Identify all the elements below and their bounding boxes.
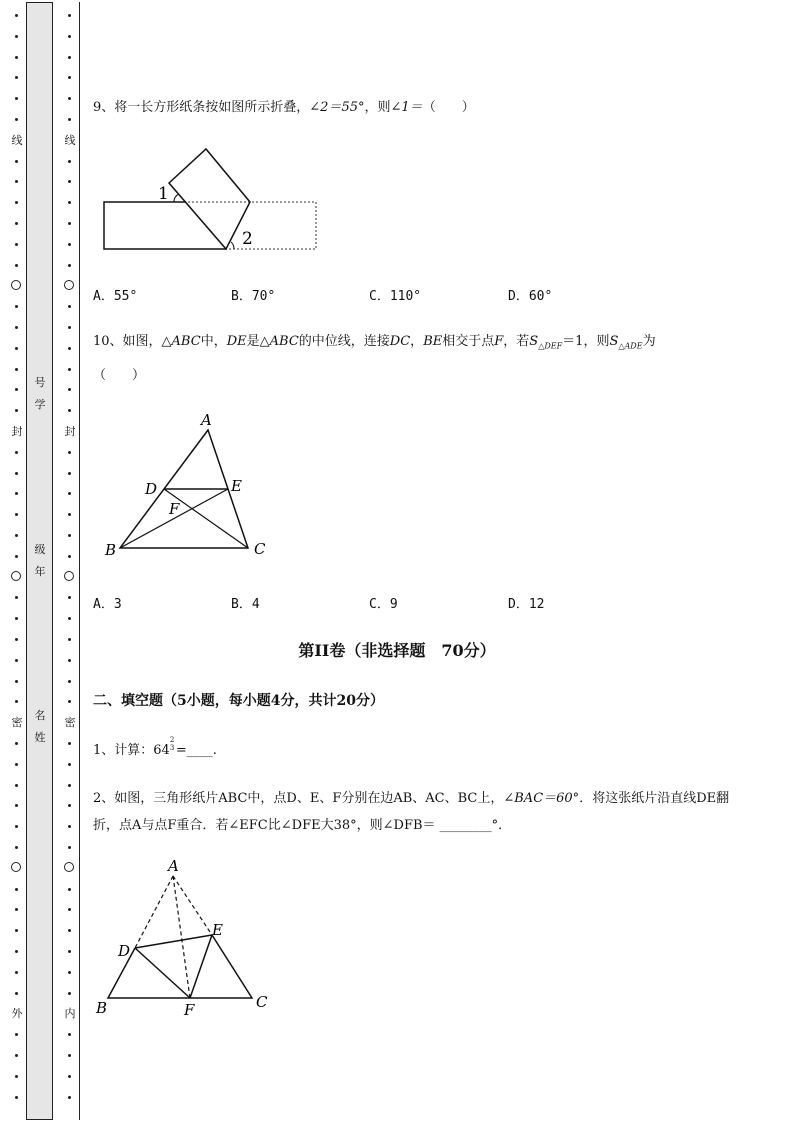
- margin-dot: [15, 1054, 18, 1057]
- inner-label-nei: 内: [64, 1007, 76, 1020]
- fig10-label-c: C: [254, 540, 266, 558]
- question-10-blank: （ ）: [93, 368, 146, 383]
- margin-dot: [68, 1033, 71, 1036]
- margin-dot: [15, 950, 18, 953]
- margin-dot: [15, 763, 18, 766]
- margin-dot: [68, 617, 71, 620]
- margin-dot: [15, 784, 18, 787]
- margin-dot: [68, 180, 71, 183]
- margin-dot: [15, 472, 18, 475]
- margin-dot: [68, 56, 71, 59]
- fig2-label-d: D: [118, 942, 131, 960]
- band-label-nian: 年: [34, 565, 46, 578]
- margin-dot: [15, 680, 18, 683]
- margin-dot: [15, 846, 18, 849]
- margin-dot: [68, 97, 71, 100]
- fig2-label-a: A: [168, 857, 179, 875]
- q10-triangle-figure: [100, 408, 275, 560]
- q10-option-b[interactable]: B．4: [231, 597, 260, 612]
- margin-dot: [68, 888, 71, 891]
- margin-dot: [15, 492, 18, 495]
- margin-dot: [68, 992, 71, 995]
- margin-dot: [15, 97, 18, 100]
- margin-dot: [15, 992, 18, 995]
- outer-label-xian: 线: [11, 134, 23, 147]
- margin-dot: [68, 1054, 71, 1057]
- margin-dot: [15, 14, 18, 17]
- margin-dot: [68, 971, 71, 974]
- binding-inner-line: [79, 2, 80, 1120]
- margin-dot: [15, 201, 18, 204]
- margin-dot: [68, 763, 71, 766]
- margin-dot: [68, 908, 71, 911]
- margin-dot: [68, 742, 71, 745]
- margin-circle: [11, 280, 21, 290]
- margin-dot: [68, 555, 71, 558]
- fig2-label-c: C: [256, 993, 268, 1011]
- q9-option-b[interactable]: B．70°: [231, 289, 276, 304]
- margin-dot: [68, 305, 71, 308]
- margin-dot: [68, 388, 71, 391]
- margin-dot: [68, 1075, 71, 1078]
- margin-dot: [68, 513, 71, 516]
- power-exponent: 2 3: [169, 736, 175, 752]
- margin-dot: [68, 326, 71, 329]
- margin-dot: [68, 700, 71, 703]
- band-label-xue: 学: [34, 398, 46, 411]
- inner-label-feng: 封: [64, 425, 76, 438]
- margin-circle: [64, 571, 74, 581]
- band-label-ming: 名: [34, 709, 46, 722]
- margin-dot: [68, 929, 71, 932]
- margin-dot: [15, 596, 18, 599]
- fig9-label-2: 2: [242, 229, 253, 249]
- margin-dot: [15, 222, 18, 225]
- margin-dot: [15, 118, 18, 121]
- margin-dot: [15, 555, 18, 558]
- margin-dot: [15, 1096, 18, 1099]
- fig10-label-d: D: [145, 480, 158, 498]
- margin-dot: [15, 1033, 18, 1036]
- q9-option-a[interactable]: A．55°: [93, 289, 138, 304]
- margin-dot: [15, 825, 18, 828]
- margin-circle: [64, 280, 74, 290]
- margin-dot: [68, 264, 71, 267]
- binding-gray-band: [26, 2, 53, 1120]
- margin-dot: [15, 700, 18, 703]
- margin-dot: [68, 76, 71, 79]
- margin-dot: [68, 846, 71, 849]
- margin-dot: [15, 35, 18, 38]
- fill-in-blank-heading: 二、填空题（5小题，每小题4分，共计20分）: [93, 693, 384, 709]
- margin-dot: [68, 534, 71, 537]
- question-9-text: 9、将一长方形纸条按如图所示折叠，∠2＝55°，则∠1＝（ ）: [93, 100, 475, 115]
- margin-dot: [68, 347, 71, 350]
- margin-dot: [15, 908, 18, 911]
- margin-dot: [68, 118, 71, 121]
- q10-option-c[interactable]: C．9: [369, 597, 398, 612]
- fig10-label-f: F: [169, 500, 180, 518]
- outer-label-wai: 外: [11, 1007, 23, 1020]
- margin-dot: [15, 971, 18, 974]
- margin-dot: [68, 492, 71, 495]
- margin-dot: [15, 326, 18, 329]
- q9-option-c[interactable]: C．110°: [369, 289, 422, 304]
- margin-dot: [15, 1075, 18, 1078]
- margin-dot: [15, 243, 18, 246]
- fill-question-2-line2: 折，点A与点F重合．若∠EFC比∠DFE大38°，则∠DFB＝ ________°．: [93, 818, 512, 833]
- margin-dot: [15, 180, 18, 183]
- margin-dot: [68, 596, 71, 599]
- margin-dot: [15, 368, 18, 371]
- power-base: 64: [153, 743, 170, 758]
- margin-dot: [15, 76, 18, 79]
- margin-dot: [68, 35, 71, 38]
- margin-dot: [15, 409, 18, 412]
- margin-dot: [15, 347, 18, 350]
- margin-dot: [68, 804, 71, 807]
- margin-dot: [68, 472, 71, 475]
- answer-blank[interactable]: =____.: [175, 743, 217, 758]
- margin-circle: [11, 862, 21, 872]
- question-10-text: 10、如图，△ABC中，DE是△ABC的中位线，连接DC，BE相交于点F，若$S_{\triangle DEF}=1$，则$S_{\triangle ADE}$为: [93, 334, 656, 351]
- margin-dot: [15, 534, 18, 537]
- margin-dot: [68, 14, 71, 17]
- band-label-ji: 级: [34, 543, 46, 556]
- section-2-title: 第II卷（非选择题 70分）: [298, 641, 496, 660]
- margin-dot: [68, 825, 71, 828]
- q10-option-a[interactable]: A．3: [93, 597, 122, 612]
- inner-label-mi: 密: [64, 716, 76, 729]
- margin-dot: [68, 680, 71, 683]
- margin-circle: [64, 862, 74, 872]
- margin-dot: [15, 56, 18, 59]
- q2-folded-triangle-figure: [92, 852, 272, 1022]
- margin-dot: [68, 1096, 71, 1099]
- fill-question-1: 1、计算：64 2 3 =____.: [93, 736, 217, 758]
- margin-dot: [15, 305, 18, 308]
- fig2-label-b: B: [96, 999, 108, 1017]
- fill-question-2-line1: 2、如图，三角形纸片ABC中，点D、E、F分别在边AB、AC、BC上，∠BAC＝60°．将这张纸片沿直线DE翻: [93, 791, 730, 806]
- margin-dot: [68, 784, 71, 787]
- q9-option-d[interactable]: D．60°: [508, 289, 553, 304]
- binding-margin: [0, 0, 82, 1123]
- margin-dot: [68, 160, 71, 163]
- margin-dot: [68, 243, 71, 246]
- q10-option-d[interactable]: D．12: [508, 597, 545, 612]
- angle-1-symbol: ∠1＝: [390, 100, 423, 115]
- margin-dot: [68, 950, 71, 953]
- margin-dot: [15, 742, 18, 745]
- margin-dot: [68, 201, 71, 204]
- margin-dot: [15, 160, 18, 163]
- fig10-label-b: B: [105, 541, 117, 559]
- fig2-label-f: F: [184, 1001, 195, 1019]
- band-label-hao: 号: [34, 376, 46, 389]
- inner-label-xian: 线: [64, 134, 76, 147]
- q9-folded-strip-figure: [96, 142, 326, 258]
- margin-dot: [15, 804, 18, 807]
- margin-dot: [15, 929, 18, 932]
- fig9-label-1: 1: [158, 184, 169, 204]
- fig2-label-e: E: [212, 921, 223, 939]
- margin-dot: [15, 888, 18, 891]
- margin-dot: [68, 451, 71, 454]
- margin-dot: [68, 222, 71, 225]
- outer-label-feng: 封: [11, 425, 23, 438]
- margin-dot: [15, 388, 18, 391]
- margin-dot: [15, 617, 18, 620]
- outer-label-mi: 密: [11, 716, 23, 729]
- margin-dot: [68, 409, 71, 412]
- fig10-label-a: A: [201, 411, 212, 429]
- margin-dot: [15, 513, 18, 516]
- margin-dot: [15, 451, 18, 454]
- angle-2-value: ∠2＝55°: [309, 100, 365, 115]
- fig10-label-e: E: [231, 477, 242, 495]
- band-label-xing: 姓: [34, 731, 46, 744]
- margin-dot: [68, 368, 71, 371]
- margin-circle: [11, 571, 21, 581]
- margin-dot: [15, 264, 18, 267]
